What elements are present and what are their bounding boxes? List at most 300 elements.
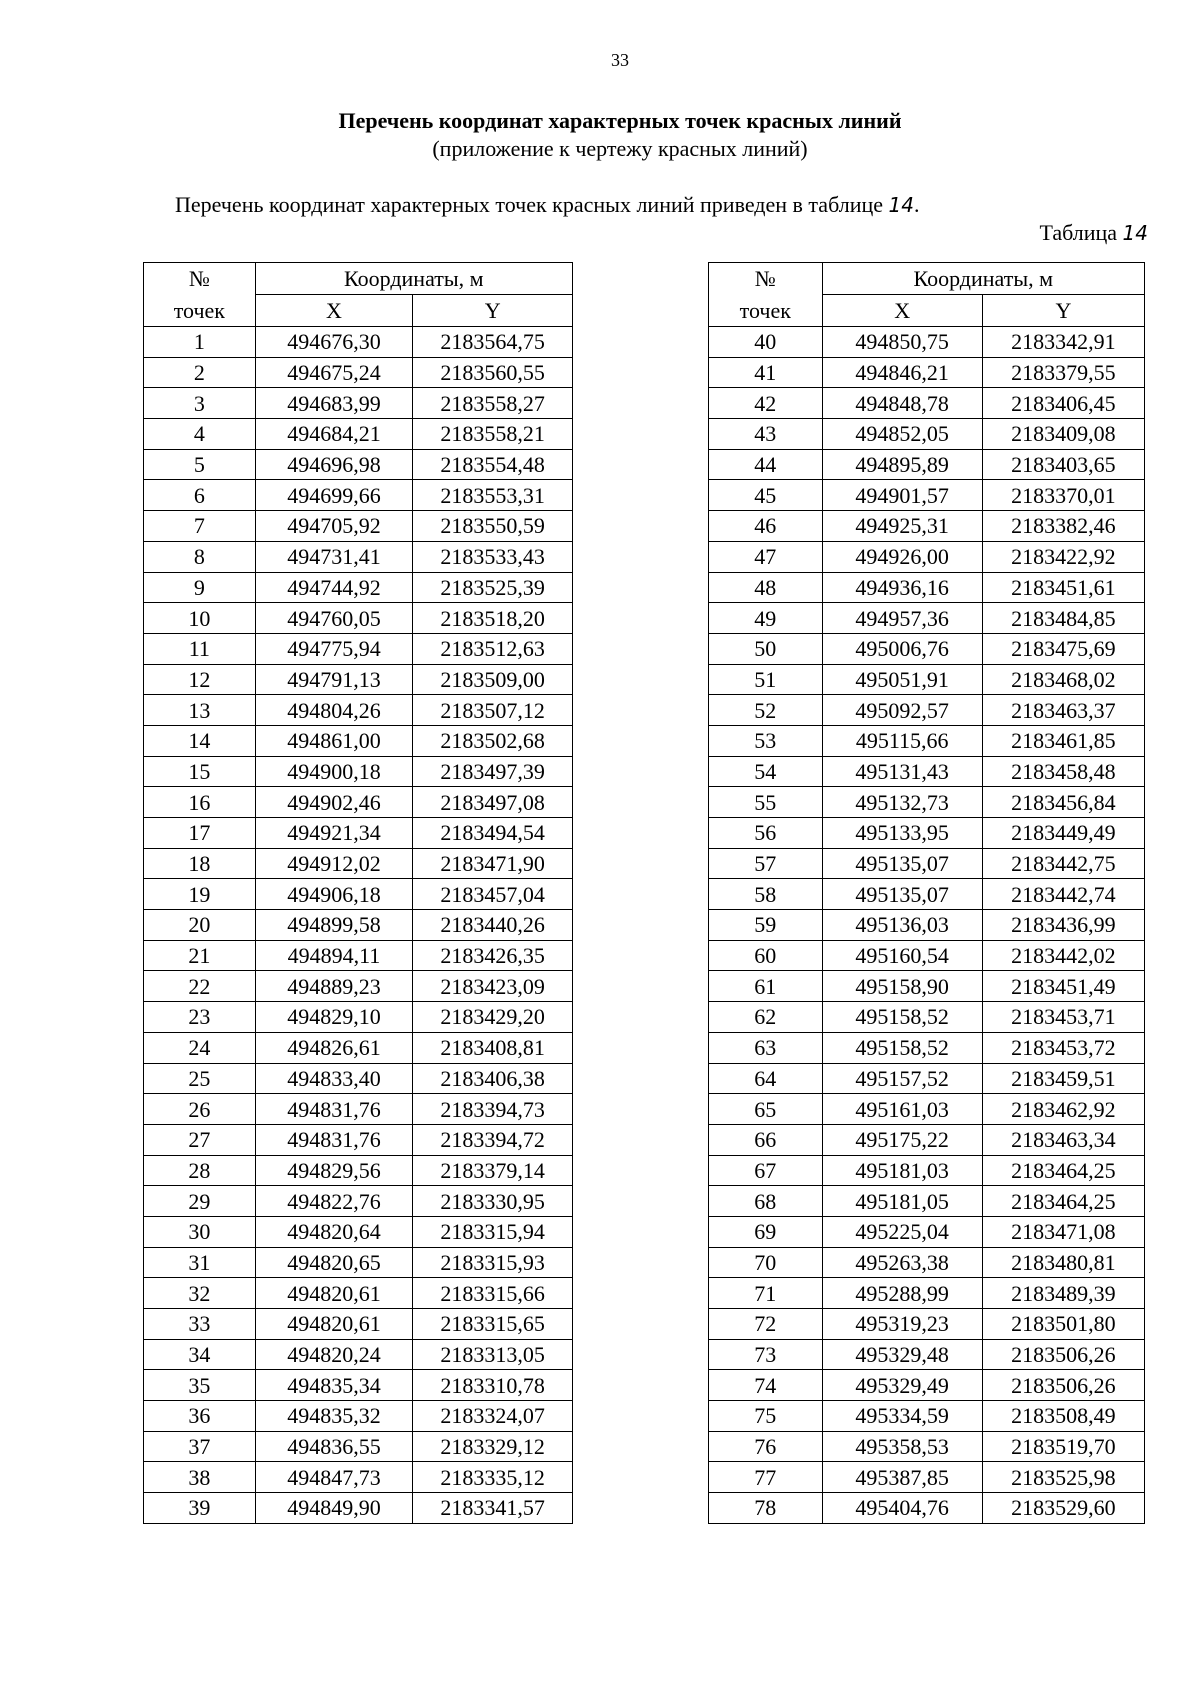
x-coordinate-cell: 494675,24 — [255, 357, 413, 388]
point-number-cell: 28 — [144, 1155, 256, 1186]
x-coordinate-cell: 495131,43 — [822, 756, 982, 787]
y-coordinate-cell: 2183453,71 — [982, 1002, 1144, 1033]
point-number-cell: 30 — [144, 1216, 256, 1247]
table-row — [144, 787, 573, 818]
table-row — [709, 664, 1145, 695]
table-row — [144, 1309, 573, 1340]
point-number-cell: 14 — [144, 725, 256, 756]
x-coordinate-cell: 494699,66 — [255, 480, 413, 511]
y-coordinate-cell: 2183525,98 — [982, 1462, 1144, 1493]
table-row — [144, 541, 573, 572]
table-body-left — [144, 327, 573, 1524]
point-number-cell: 55 — [709, 787, 823, 818]
point-number-cell: 2 — [144, 357, 256, 388]
point-number-cell: 17 — [144, 818, 256, 849]
point-number-cell: 5 — [144, 449, 256, 480]
x-coordinate-cell: 494849,90 — [255, 1493, 413, 1524]
table-row — [144, 480, 573, 511]
table-row — [144, 664, 573, 695]
table-row — [144, 1186, 573, 1217]
y-coordinate-cell: 2183324,07 — [413, 1401, 573, 1432]
x-coordinate-cell: 494861,00 — [255, 725, 413, 756]
y-coordinate-cell: 2183463,37 — [982, 695, 1144, 726]
x-coordinate-cell: 495319,23 — [822, 1309, 982, 1340]
y-coordinate-cell: 2183329,12 — [413, 1431, 573, 1462]
point-number-cell: 4 — [144, 419, 256, 450]
point-number-cell: 35 — [144, 1370, 256, 1401]
y-coordinate-cell: 2183436,99 — [982, 910, 1144, 941]
point-number-cell: 58 — [709, 879, 823, 910]
table-row — [144, 1216, 573, 1247]
x-coordinate-cell: 495181,05 — [822, 1186, 982, 1217]
x-coordinate-cell: 494833,40 — [255, 1063, 413, 1094]
x-coordinate-cell: 495092,57 — [822, 695, 982, 726]
page-number: 33 — [611, 50, 629, 70]
table-row — [144, 1339, 573, 1370]
table-row — [144, 756, 573, 787]
y-coordinate-cell: 2183459,51 — [982, 1063, 1144, 1094]
header-num-word: точек — [709, 295, 823, 327]
header-x: X — [255, 295, 413, 327]
y-coordinate-cell: 2183533,43 — [413, 541, 573, 572]
y-coordinate-cell: 2183456,84 — [982, 787, 1144, 818]
table-row — [709, 879, 1145, 910]
point-number-cell: 20 — [144, 910, 256, 941]
x-coordinate-cell: 494820,65 — [255, 1247, 413, 1278]
table-row — [709, 1309, 1145, 1340]
y-coordinate-cell: 2183370,01 — [982, 480, 1144, 511]
x-coordinate-cell: 494696,98 — [255, 449, 413, 480]
y-coordinate-cell: 2183506,26 — [982, 1339, 1144, 1370]
y-coordinate-cell: 2183442,74 — [982, 879, 1144, 910]
x-coordinate-cell: 494921,34 — [255, 818, 413, 849]
point-number-cell: 44 — [709, 449, 823, 480]
x-coordinate-cell: 495181,03 — [822, 1155, 982, 1186]
point-number-cell: 76 — [709, 1431, 823, 1462]
point-number-cell: 75 — [709, 1401, 823, 1432]
point-number-cell: 48 — [709, 572, 823, 603]
point-number-cell: 26 — [144, 1094, 256, 1125]
x-coordinate-cell: 494731,41 — [255, 541, 413, 572]
y-coordinate-cell: 2183471,90 — [413, 848, 573, 879]
point-number-cell: 7 — [144, 511, 256, 542]
point-number-cell: 42 — [709, 388, 823, 419]
x-coordinate-cell: 494683,99 — [255, 388, 413, 419]
table-row — [144, 1155, 573, 1186]
table-row — [709, 940, 1145, 971]
x-coordinate-cell: 495158,90 — [822, 971, 982, 1002]
point-number-cell: 18 — [144, 848, 256, 879]
y-coordinate-cell: 2183468,02 — [982, 664, 1144, 695]
table-row — [709, 1278, 1145, 1309]
table-row — [709, 1124, 1145, 1155]
y-coordinate-cell: 2183426,35 — [413, 940, 573, 971]
table-row — [144, 1094, 573, 1125]
y-coordinate-cell: 2183449,49 — [982, 818, 1144, 849]
y-coordinate-cell: 2183409,08 — [982, 419, 1144, 450]
x-coordinate-cell: 494791,13 — [255, 664, 413, 695]
y-coordinate-cell: 2183507,12 — [413, 695, 573, 726]
table-row — [709, 1063, 1145, 1094]
y-coordinate-cell: 2183550,59 — [413, 511, 573, 542]
table-body-right — [709, 327, 1145, 1524]
y-coordinate-cell: 2183403,65 — [982, 449, 1144, 480]
x-coordinate-cell: 494744,92 — [255, 572, 413, 603]
table-row — [144, 1124, 573, 1155]
y-coordinate-cell: 2183484,85 — [982, 603, 1144, 634]
y-coordinate-cell: 2183475,69 — [982, 633, 1144, 664]
table-row — [144, 357, 573, 388]
y-coordinate-cell: 2183341,57 — [413, 1493, 573, 1524]
x-coordinate-cell: 494894,11 — [255, 940, 413, 971]
table-row — [144, 1370, 573, 1401]
point-number-cell: 40 — [709, 327, 823, 358]
y-coordinate-cell: 2183525,39 — [413, 572, 573, 603]
y-coordinate-cell: 2183330,95 — [413, 1186, 573, 1217]
point-number-cell: 38 — [144, 1462, 256, 1493]
y-coordinate-cell: 2183558,27 — [413, 388, 573, 419]
x-coordinate-cell: 494684,21 — [255, 419, 413, 450]
intro-end: . — [913, 192, 920, 217]
table-row — [709, 848, 1145, 879]
x-coordinate-cell: 495225,04 — [822, 1216, 982, 1247]
table-row — [709, 971, 1145, 1002]
point-number-cell: 71 — [709, 1278, 823, 1309]
point-number-cell: 3 — [144, 388, 256, 419]
x-coordinate-cell: 494957,36 — [822, 603, 982, 634]
point-number-cell: 60 — [709, 940, 823, 971]
x-coordinate-cell: 494804,26 — [255, 695, 413, 726]
x-coordinate-cell: 494899,58 — [255, 910, 413, 941]
y-coordinate-cell: 2183442,02 — [982, 940, 1144, 971]
table-row — [709, 419, 1145, 450]
table-row — [144, 848, 573, 879]
x-coordinate-cell: 495288,99 — [822, 1278, 982, 1309]
point-number-cell: 13 — [144, 695, 256, 726]
table-row — [709, 603, 1145, 634]
y-coordinate-cell: 2183406,38 — [413, 1063, 573, 1094]
x-coordinate-cell: 494846,21 — [822, 357, 982, 388]
x-coordinate-cell: 494831,76 — [255, 1124, 413, 1155]
table-row — [144, 603, 573, 634]
point-number-cell: 43 — [709, 419, 823, 450]
header-coordinates: Координаты, м — [255, 263, 572, 295]
y-coordinate-cell: 2183497,39 — [413, 756, 573, 787]
y-coordinate-cell: 2183506,26 — [982, 1370, 1144, 1401]
x-coordinate-cell: 495136,03 — [822, 910, 982, 941]
table-row — [144, 1278, 573, 1309]
table-row — [709, 1186, 1145, 1217]
point-number-cell: 19 — [144, 879, 256, 910]
y-coordinate-cell: 2183501,80 — [982, 1309, 1144, 1340]
table-row — [144, 1247, 573, 1278]
header-coordinates: Координаты, м — [822, 263, 1144, 295]
table-row — [709, 1216, 1145, 1247]
y-coordinate-cell: 2183464,25 — [982, 1186, 1144, 1217]
x-coordinate-cell: 495133,95 — [822, 818, 982, 849]
header-num-symbol: № — [144, 263, 256, 295]
point-number-cell: 68 — [709, 1186, 823, 1217]
table-row — [144, 511, 573, 542]
table-row — [144, 1431, 573, 1462]
x-coordinate-cell: 494820,61 — [255, 1309, 413, 1340]
x-coordinate-cell: 494936,16 — [822, 572, 982, 603]
y-coordinate-cell: 2183422,92 — [982, 541, 1144, 572]
x-coordinate-cell: 494820,24 — [255, 1339, 413, 1370]
table-row — [709, 541, 1145, 572]
y-coordinate-cell: 2183519,70 — [982, 1431, 1144, 1462]
point-number-cell: 15 — [144, 756, 256, 787]
table-row — [709, 1002, 1145, 1033]
point-number-cell: 34 — [144, 1339, 256, 1370]
x-coordinate-cell: 494900,18 — [255, 756, 413, 787]
y-coordinate-cell: 2183464,25 — [982, 1155, 1144, 1186]
x-coordinate-cell: 494835,34 — [255, 1370, 413, 1401]
point-number-cell: 45 — [709, 480, 823, 511]
y-coordinate-cell: 2183463,34 — [982, 1124, 1144, 1155]
x-coordinate-cell: 494901,57 — [822, 480, 982, 511]
y-coordinate-cell: 2183560,55 — [413, 357, 573, 388]
point-number-cell: 70 — [709, 1247, 823, 1278]
coordinates-table-right — [708, 262, 1145, 1524]
table-row — [144, 633, 573, 664]
table-row — [709, 633, 1145, 664]
y-coordinate-cell: 2183379,14 — [413, 1155, 573, 1186]
point-number-cell: 22 — [144, 971, 256, 1002]
table-row — [709, 1431, 1145, 1462]
y-coordinate-cell: 2183489,39 — [982, 1278, 1144, 1309]
point-number-cell: 59 — [709, 910, 823, 941]
table-row — [709, 725, 1145, 756]
y-coordinate-cell: 2183554,48 — [413, 449, 573, 480]
table-row — [709, 511, 1145, 542]
intro-text: Перечень координат характерных точек красных линий приведен в таблице — [175, 192, 884, 217]
y-coordinate-cell: 2183315,65 — [413, 1309, 573, 1340]
point-number-cell: 32 — [144, 1278, 256, 1309]
x-coordinate-cell: 495051,91 — [822, 664, 982, 695]
header-y: Y — [413, 295, 573, 327]
y-coordinate-cell: 2183558,21 — [413, 419, 573, 450]
x-coordinate-cell: 494852,05 — [822, 419, 982, 450]
x-coordinate-cell: 495161,03 — [822, 1094, 982, 1125]
intro-paragraph — [175, 192, 919, 218]
point-number-cell: 78 — [709, 1493, 823, 1524]
table-row — [144, 910, 573, 941]
point-number-cell: 33 — [144, 1309, 256, 1340]
table-row — [709, 357, 1145, 388]
point-number-cell: 24 — [144, 1032, 256, 1063]
y-coordinate-cell: 2183313,05 — [413, 1339, 573, 1370]
point-number-cell: 25 — [144, 1063, 256, 1094]
x-coordinate-cell: 495132,73 — [822, 787, 982, 818]
y-coordinate-cell: 2183406,45 — [982, 388, 1144, 419]
y-coordinate-cell: 2183461,85 — [982, 725, 1144, 756]
x-coordinate-cell: 494836,55 — [255, 1431, 413, 1462]
point-number-cell: 51 — [709, 664, 823, 695]
x-coordinate-cell: 494848,78 — [822, 388, 982, 419]
point-number-cell: 77 — [709, 1462, 823, 1493]
y-coordinate-cell: 2183382,46 — [982, 511, 1144, 542]
y-coordinate-cell: 2183394,72 — [413, 1124, 573, 1155]
x-coordinate-cell: 494850,75 — [822, 327, 982, 358]
x-coordinate-cell: 495135,07 — [822, 848, 982, 879]
point-number-cell: 39 — [144, 1493, 256, 1524]
y-coordinate-cell: 2183529,60 — [982, 1493, 1144, 1524]
point-number-cell: 57 — [709, 848, 823, 879]
header-x: X — [822, 295, 982, 327]
point-number-cell: 65 — [709, 1094, 823, 1125]
coordinates-table-left — [143, 262, 573, 1524]
x-coordinate-cell: 495387,85 — [822, 1462, 982, 1493]
table-row — [144, 449, 573, 480]
table-row — [709, 1155, 1145, 1186]
x-coordinate-cell: 494826,61 — [255, 1032, 413, 1063]
table-row — [144, 572, 573, 603]
y-coordinate-cell: 2183440,26 — [413, 910, 573, 941]
y-coordinate-cell: 2183502,68 — [413, 725, 573, 756]
table-row — [144, 695, 573, 726]
y-coordinate-cell: 2183342,91 — [982, 327, 1144, 358]
table-row — [709, 1462, 1145, 1493]
table-row — [709, 1401, 1145, 1432]
x-coordinate-cell: 494912,02 — [255, 848, 413, 879]
table-row — [709, 449, 1145, 480]
y-coordinate-cell: 2183335,12 — [413, 1462, 573, 1493]
x-coordinate-cell: 495135,07 — [822, 879, 982, 910]
table-row — [144, 1493, 573, 1524]
x-coordinate-cell: 495115,66 — [822, 725, 982, 756]
table-row — [709, 1493, 1145, 1524]
table-row — [144, 1002, 573, 1033]
x-coordinate-cell: 495157,52 — [822, 1063, 982, 1094]
y-coordinate-cell: 2183315,66 — [413, 1278, 573, 1309]
y-coordinate-cell: 2183497,08 — [413, 787, 573, 818]
x-coordinate-cell: 495006,76 — [822, 633, 982, 664]
table-row — [709, 1094, 1145, 1125]
x-coordinate-cell: 494906,18 — [255, 879, 413, 910]
point-number-cell: 67 — [709, 1155, 823, 1186]
point-number-cell: 23 — [144, 1002, 256, 1033]
y-coordinate-cell: 2183315,93 — [413, 1247, 573, 1278]
y-coordinate-cell: 2183379,55 — [982, 357, 1144, 388]
x-coordinate-cell: 495404,76 — [822, 1493, 982, 1524]
y-coordinate-cell: 2183462,92 — [982, 1094, 1144, 1125]
table-caption — [1039, 220, 1148, 246]
y-coordinate-cell: 2183451,61 — [982, 572, 1144, 603]
point-number-cell: 62 — [709, 1002, 823, 1033]
table-row — [144, 818, 573, 849]
point-number-cell: 49 — [709, 603, 823, 634]
x-coordinate-cell: 494926,00 — [822, 541, 982, 572]
point-number-cell: 31 — [144, 1247, 256, 1278]
point-number-cell: 27 — [144, 1124, 256, 1155]
table-row — [144, 1063, 573, 1094]
y-coordinate-cell: 2183394,73 — [413, 1094, 573, 1125]
y-coordinate-cell: 2183509,00 — [413, 664, 573, 695]
point-number-cell: 63 — [709, 1032, 823, 1063]
x-coordinate-cell: 494889,23 — [255, 971, 413, 1002]
table-row — [709, 1339, 1145, 1370]
table-row — [144, 940, 573, 971]
table-row — [709, 695, 1145, 726]
y-coordinate-cell: 2183315,94 — [413, 1216, 573, 1247]
y-coordinate-cell: 2183480,81 — [982, 1247, 1144, 1278]
y-coordinate-cell: 2183518,20 — [413, 603, 573, 634]
x-coordinate-cell: 494820,61 — [255, 1278, 413, 1309]
y-coordinate-cell: 2183458,48 — [982, 756, 1144, 787]
point-number-cell: 73 — [709, 1339, 823, 1370]
x-coordinate-cell: 494902,46 — [255, 787, 413, 818]
x-coordinate-cell: 494895,89 — [822, 449, 982, 480]
intro-table-number: 14 — [888, 193, 914, 217]
y-coordinate-cell: 2183442,75 — [982, 848, 1144, 879]
y-coordinate-cell: 2183423,09 — [413, 971, 573, 1002]
y-coordinate-cell: 2183451,49 — [982, 971, 1144, 1002]
x-coordinate-cell: 495158,52 — [822, 1032, 982, 1063]
point-number-cell: 72 — [709, 1309, 823, 1340]
table-row — [709, 787, 1145, 818]
y-coordinate-cell: 2183494,54 — [413, 818, 573, 849]
y-coordinate-cell: 2183310,78 — [413, 1370, 573, 1401]
table-caption-text: Таблица — [1039, 220, 1118, 245]
table-row — [144, 419, 573, 450]
x-coordinate-cell: 495175,22 — [822, 1124, 982, 1155]
y-coordinate-cell: 2183453,72 — [982, 1032, 1144, 1063]
y-coordinate-cell: 2183471,08 — [982, 1216, 1144, 1247]
table-row — [144, 327, 573, 358]
point-number-cell: 64 — [709, 1063, 823, 1094]
point-number-cell: 37 — [144, 1431, 256, 1462]
y-coordinate-cell: 2183429,20 — [413, 1002, 573, 1033]
x-coordinate-cell: 494760,05 — [255, 603, 413, 634]
y-coordinate-cell: 2183512,63 — [413, 633, 573, 664]
x-coordinate-cell: 494831,76 — [255, 1094, 413, 1125]
x-coordinate-cell: 494829,56 — [255, 1155, 413, 1186]
x-coordinate-cell: 494705,92 — [255, 511, 413, 542]
y-coordinate-cell: 2183457,04 — [413, 879, 573, 910]
point-number-cell: 9 — [144, 572, 256, 603]
header-num-symbol: № — [709, 263, 823, 295]
point-number-cell: 66 — [709, 1124, 823, 1155]
x-coordinate-cell: 494925,31 — [822, 511, 982, 542]
point-number-cell: 56 — [709, 818, 823, 849]
point-number-cell: 1 — [144, 327, 256, 358]
point-number-cell: 41 — [709, 357, 823, 388]
table-row — [709, 1247, 1145, 1278]
point-number-cell: 29 — [144, 1186, 256, 1217]
point-number-cell: 69 — [709, 1216, 823, 1247]
point-number-cell: 10 — [144, 603, 256, 634]
point-number-cell: 61 — [709, 971, 823, 1002]
table-row — [709, 388, 1145, 419]
x-coordinate-cell: 495158,52 — [822, 1002, 982, 1033]
x-coordinate-cell: 494835,32 — [255, 1401, 413, 1432]
x-coordinate-cell: 494820,64 — [255, 1216, 413, 1247]
x-coordinate-cell: 495329,49 — [822, 1370, 982, 1401]
table-row — [709, 1370, 1145, 1401]
point-number-cell: 46 — [709, 511, 823, 542]
y-coordinate-cell: 2183564,75 — [413, 327, 573, 358]
point-number-cell: 52 — [709, 695, 823, 726]
table-row — [144, 1401, 573, 1432]
x-coordinate-cell: 494775,94 — [255, 633, 413, 664]
x-coordinate-cell: 495358,53 — [822, 1431, 982, 1462]
table-row — [709, 327, 1145, 358]
table-row — [144, 725, 573, 756]
y-coordinate-cell: 2183553,31 — [413, 480, 573, 511]
point-number-cell: 16 — [144, 787, 256, 818]
table-caption-number: 14 — [1122, 221, 1148, 245]
